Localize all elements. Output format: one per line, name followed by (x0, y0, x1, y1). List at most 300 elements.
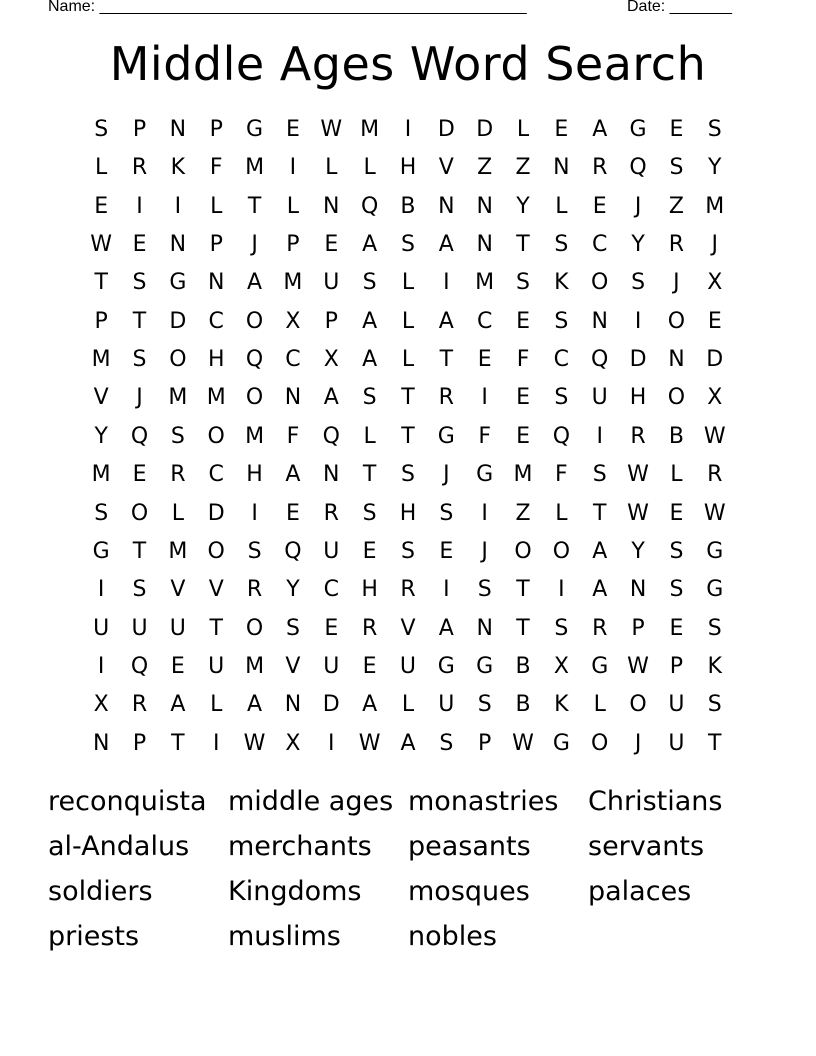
grid-letter: L (401, 308, 415, 334)
grid-letter: T (94, 270, 108, 296)
grid-row (82, 226, 734, 264)
grid-letter: X (707, 270, 723, 296)
grid-letter: A (323, 385, 339, 411)
grid-letter: Q (360, 193, 379, 219)
grid-letter: E (132, 462, 147, 488)
grid-letter: A (592, 538, 608, 564)
grid-letter: I (289, 155, 297, 181)
grid-letter: Q (591, 347, 609, 373)
grid-row (82, 495, 734, 533)
grid-letter: O (245, 385, 264, 411)
grid-letter: F (478, 423, 491, 449)
grid-row (82, 418, 734, 456)
grid-letter: R (438, 385, 454, 411)
grid-letter: J (136, 385, 143, 411)
grid-letter: S (439, 500, 454, 526)
grid-letter: S (669, 577, 684, 603)
grid-letter: H (246, 462, 263, 488)
grid-letter: A (438, 308, 454, 334)
grid-letter: X (285, 308, 301, 334)
grid-letter: A (362, 692, 378, 718)
grid-letter: N (629, 577, 647, 603)
grid-letter: W (512, 730, 534, 756)
grid-letter: V (93, 385, 109, 411)
grid-letter: S (439, 730, 454, 756)
grid-letter: I (97, 653, 105, 679)
grid-letter: W (627, 462, 649, 488)
grid-letter: S (400, 538, 415, 564)
grid-letter: V (400, 615, 416, 641)
grid-letter: E (170, 653, 185, 679)
grid-letter: Y (708, 155, 722, 181)
grid-letter: E (362, 538, 377, 564)
grid-letter: M (91, 347, 111, 373)
grid-letter: O (207, 538, 225, 564)
grid-letter: B (515, 692, 531, 718)
word-list-item: merchants (228, 831, 372, 862)
grid-letter: Y (286, 577, 300, 603)
grid-letter: O (169, 347, 187, 373)
word-list-item: nobles (408, 921, 497, 952)
grid-letter: S (477, 577, 492, 603)
grid-letter: S (669, 538, 684, 564)
grid-letter: S (362, 385, 377, 411)
grid-letter: S (94, 117, 109, 142)
grid-letter: G (476, 653, 494, 679)
grid-letter: V (208, 577, 224, 603)
grid-letter: I (443, 577, 450, 603)
grid-letter: U (131, 615, 148, 641)
grid-letter: L (401, 692, 415, 718)
grid-letter: A (247, 692, 263, 718)
word-list-item: muslims (228, 921, 341, 952)
grid-letter: I (404, 117, 412, 142)
grid-letter: W (703, 500, 726, 526)
grid-letter: E (516, 385, 530, 411)
grid-letter: N (284, 692, 302, 718)
grid-letter: L (555, 500, 568, 526)
grid-letter: R (131, 155, 148, 181)
grid-letter: N (476, 232, 493, 258)
grid-letter: W (320, 117, 343, 142)
grid-letter: S (592, 462, 607, 488)
grid-letter: T (209, 615, 223, 641)
grid-letter: S (247, 538, 262, 564)
grid-letter: C (323, 577, 339, 603)
grid-letter: T (247, 193, 262, 219)
grid-letter: L (401, 347, 415, 373)
grid-letter: D (169, 308, 187, 334)
grid-letter: E (516, 308, 530, 334)
grid-letter: A (362, 308, 378, 334)
grid-letter: I (443, 270, 450, 296)
grid-letter: S (554, 615, 569, 641)
word-list-item: Christians (588, 786, 723, 817)
grid-letter: M (283, 270, 303, 296)
word-list-item: servants (588, 831, 705, 862)
grid-letter: E (439, 538, 454, 564)
grid-letter: D (207, 500, 225, 526)
grid-letter: J (443, 462, 450, 488)
grid-row (82, 379, 734, 417)
grid-letter: R (400, 577, 416, 603)
grid-letter: U (668, 730, 685, 756)
grid-letter: X (285, 730, 301, 756)
grid-letter: P (209, 117, 223, 142)
grid-letter: M (168, 385, 188, 411)
grid-letter: S (707, 692, 722, 718)
grid-letter: Z (668, 193, 684, 219)
grid-letter: M (168, 538, 188, 564)
grid-letter: X (553, 653, 569, 679)
grid-letter: N (207, 270, 225, 296)
grid-letter: R (323, 500, 339, 526)
grid-letter: V (285, 653, 301, 679)
word-list-item: al-Andalus (48, 831, 190, 862)
grid-letter: C (592, 232, 608, 258)
word-list-item: mosques (408, 876, 530, 907)
grid-letter: L (171, 500, 184, 526)
grid-letter: S (400, 232, 415, 258)
grid-letter: Q (322, 423, 340, 449)
grid-letter: G (552, 730, 570, 756)
grid-letter: L (325, 155, 338, 181)
grid-letter: U (591, 385, 608, 411)
grid-letter: T (401, 385, 415, 411)
grid-letter: T (401, 423, 415, 449)
grid-letter: N (323, 462, 340, 488)
word-list-item: Kingdoms (228, 876, 362, 907)
grid-letter: M (91, 462, 111, 488)
grid-letter: U (323, 653, 340, 679)
grid-letter: T (516, 577, 530, 603)
grid-letter: T (592, 500, 607, 526)
word-list-item: reconquista (48, 786, 207, 817)
grid-letter: E (592, 193, 607, 219)
grid-letter: E (285, 500, 300, 526)
grid-letter: G (476, 462, 494, 488)
grid-letter: J (673, 270, 680, 296)
grid-letter: C (208, 462, 224, 488)
word-list-item: soldiers (48, 876, 153, 907)
grid-letter: T (171, 730, 185, 756)
grid-row (82, 149, 734, 187)
date-label: Date: _______ (627, 0, 732, 15)
grid-letter: L (210, 692, 223, 718)
grid-letter: Z (515, 500, 531, 526)
grid-letter: E (324, 232, 339, 258)
grid-letter: M (513, 462, 533, 488)
grid-letter: O (667, 385, 686, 411)
grid-letter: B (668, 423, 684, 449)
grid-letter: S (631, 270, 646, 296)
grid-letter: E (132, 232, 147, 258)
grid-letter: L (286, 193, 300, 219)
grid-letter: E (707, 308, 722, 334)
grid-letter: W (358, 730, 381, 756)
grid-letter: I (136, 193, 143, 219)
grid-letter: G (437, 423, 455, 449)
grid-letter: J (481, 538, 488, 564)
grid-letter: A (438, 232, 454, 258)
grid-letter: M (705, 193, 725, 219)
grid-letter: K (554, 270, 569, 296)
grid-letter: K (170, 155, 186, 181)
grid-letter: V (438, 155, 454, 181)
grid-letter: T (516, 232, 530, 258)
grid-letter: L (401, 270, 415, 296)
grid-letter: D (476, 117, 494, 142)
word-list-item: palaces (588, 876, 692, 907)
word-list-item: peasants (408, 831, 531, 862)
grid-letter: L (593, 692, 606, 718)
grid-letter: O (130, 500, 149, 526)
grid-letter: M (475, 270, 495, 296)
grid-letter: Q (130, 423, 149, 449)
grid-letter: M (245, 653, 265, 679)
grid-letter: L (516, 117, 530, 142)
grid-letter: I (481, 385, 488, 411)
grid-letter: E (94, 193, 109, 219)
grid-letter: P (478, 730, 492, 756)
grid-letter: G (437, 653, 455, 679)
grid-letter: C (476, 308, 493, 334)
grid-letter: N (553, 155, 570, 181)
grid-row (82, 648, 734, 686)
grid-letter: P (209, 232, 223, 258)
grid-letter: Q (284, 538, 302, 564)
grid-letter: M (206, 385, 226, 411)
grid-letter: N (476, 615, 493, 641)
grid-letter: G (169, 270, 187, 296)
grid-row (82, 610, 734, 648)
grid-letter: S (132, 577, 147, 603)
grid-letter: S (707, 117, 722, 142)
grid-letter: D (629, 347, 647, 373)
grid-letter: I (97, 577, 105, 603)
grid-letter: S (516, 270, 530, 296)
grid-letter: I (328, 730, 335, 756)
grid-letter: R (170, 462, 186, 488)
grid-letter: S (362, 270, 377, 296)
grid-letter: D (322, 692, 340, 718)
grid-letter: K (554, 692, 569, 718)
grid-letter: H (207, 347, 225, 373)
grid-letter: U (668, 692, 685, 718)
grid-letter: J (711, 232, 719, 258)
grid-letter: P (94, 308, 108, 334)
grid-letter: E (554, 117, 569, 142)
grid-letter: S (669, 155, 684, 181)
grid-letter: F (555, 462, 568, 488)
grid-letter: S (554, 308, 569, 334)
grid-letter: A (170, 692, 186, 718)
grid-letter: T (132, 538, 147, 564)
grid-letter: H (399, 155, 417, 181)
grid-letter: H (361, 577, 378, 603)
grid-letter: Y (631, 232, 645, 258)
grid-row (82, 456, 734, 494)
grid-letter: I (634, 308, 642, 334)
grid-letter: U (169, 615, 186, 641)
grid-letter: J (634, 730, 642, 756)
grid-row (82, 725, 734, 763)
grid-letter: J (251, 232, 258, 258)
grid-letter: G (92, 538, 110, 564)
grid-letter: H (629, 385, 647, 411)
grid-letter: G (246, 117, 264, 142)
grid-letter: W (627, 500, 649, 526)
grid-letter: S (285, 615, 300, 641)
grid-letter: U (208, 653, 225, 679)
grid-letter: Q (552, 423, 571, 449)
grid-letter: P (286, 232, 300, 258)
grid-letter: M (245, 423, 265, 449)
grid-letter: T (132, 308, 147, 334)
grid-letter: S (170, 423, 185, 449)
grid-letter: Z (515, 155, 531, 181)
grid-letter: R (131, 692, 148, 718)
grid-letter: R (630, 423, 646, 449)
grid-letter: X (93, 692, 109, 718)
grid-row (82, 686, 734, 724)
grid-letter: K (707, 653, 722, 679)
word-list-item: priests (48, 921, 140, 952)
grid-letter: G (706, 577, 724, 603)
grid-letter: S (400, 462, 415, 488)
grid-letter: U (438, 692, 455, 718)
grid-letter: Q (130, 653, 149, 679)
grid-letter: P (132, 117, 147, 142)
grid-letter: G (591, 653, 609, 679)
grid-letter: E (669, 500, 684, 526)
grid-letter: L (210, 193, 223, 219)
grid-letter: S (132, 270, 147, 296)
grid-letter: A (400, 730, 416, 756)
grid-letter: A (362, 347, 378, 373)
page-title: Middle Ages Word Search (109, 37, 707, 91)
grid-letter: Q (245, 347, 264, 373)
grid-letter: T (362, 462, 377, 488)
word-list-item: middle ages (228, 786, 394, 817)
grid-letter: R (246, 577, 263, 603)
grid-letter: E (669, 117, 684, 142)
grid-letter: E (477, 347, 492, 373)
grid-letter: I (251, 500, 258, 526)
grid-letter: O (591, 730, 609, 756)
grid-letter: S (362, 500, 377, 526)
grid-letter: L (555, 193, 568, 219)
grid-letter: N (438, 193, 455, 219)
grid-letter: X (707, 385, 723, 411)
grid-letter: L (363, 155, 376, 181)
grid-letter: P (324, 308, 338, 334)
name-label: Name: ________________________________________________ (48, 0, 527, 15)
grid-letter: O (552, 538, 571, 564)
grid-letter: A (247, 270, 263, 296)
grid-letter: I (481, 500, 488, 526)
grid-letter: E (669, 615, 684, 641)
grid-letter: N (476, 193, 493, 219)
grid-letter: A (362, 232, 378, 258)
grid-row (82, 341, 734, 379)
grid-letter: U (323, 538, 340, 564)
grid-letter: U (399, 653, 417, 679)
grid-letter: O (667, 308, 686, 334)
grid-letter: B (400, 193, 416, 219)
grid-letter: V (170, 577, 186, 603)
grid-letter: A (592, 117, 608, 142)
grid-letter: P (132, 730, 147, 756)
grid-letter: S (554, 385, 569, 411)
grid-letter: R (592, 155, 608, 181)
grid-letter: S (477, 692, 492, 718)
grid-letter: X (323, 347, 339, 373)
grid-letter: U (93, 615, 110, 641)
grid-letter: R (361, 615, 378, 641)
grid-letter: S (132, 347, 147, 373)
grid-letter: G (706, 538, 724, 564)
grid-row (82, 571, 734, 609)
grid-letter: N (323, 193, 340, 219)
word-list-item: monastries (408, 786, 559, 817)
grid-letter: R (592, 615, 608, 641)
grid-row (82, 111, 734, 149)
grid-letter: E (516, 423, 530, 449)
grid-letter: O (207, 423, 225, 449)
grid-letter: A (285, 462, 301, 488)
grid-letter: L (95, 155, 108, 181)
grid-letter: R (707, 462, 723, 488)
grid-letter: Y (516, 193, 530, 219)
grid-row (82, 533, 734, 571)
grid-letter: M (360, 117, 380, 142)
grid-letter: S (554, 232, 569, 258)
grid-letter: M (245, 155, 265, 181)
grid-letter: I (596, 423, 603, 449)
grid-letter: C (553, 347, 570, 373)
grid-row (82, 188, 734, 226)
grid-letter: N (169, 117, 187, 142)
grid-letter: O (629, 692, 647, 718)
grid-letter: E (285, 117, 300, 142)
grid-letter: O (591, 270, 609, 296)
grid-letter: E (362, 653, 377, 679)
grid-letter: P (631, 615, 645, 641)
grid-letter: J (634, 193, 642, 219)
grid-letter: G (629, 117, 647, 142)
grid-letter: T (708, 730, 722, 756)
grid-letter: E (324, 615, 339, 641)
letter-grid (82, 111, 734, 763)
grid-letter: I (174, 193, 182, 219)
grid-letter: P (669, 653, 684, 679)
grid-letter: T (439, 347, 454, 373)
grid-letter: F (286, 423, 300, 449)
grid-letter: L (363, 423, 376, 449)
grid-letter: N (284, 385, 302, 411)
grid-letter: L (670, 462, 683, 488)
grid-letter: H (399, 500, 417, 526)
grid-letter: F (209, 155, 223, 181)
grid-letter: B (515, 653, 531, 679)
grid-letter: N (92, 730, 110, 756)
grid-letter: A (438, 615, 454, 641)
header-line (48, 0, 748, 20)
grid-letter: I (558, 577, 565, 603)
grid-letter: A (592, 577, 608, 603)
grid-letter: Z (477, 155, 493, 181)
